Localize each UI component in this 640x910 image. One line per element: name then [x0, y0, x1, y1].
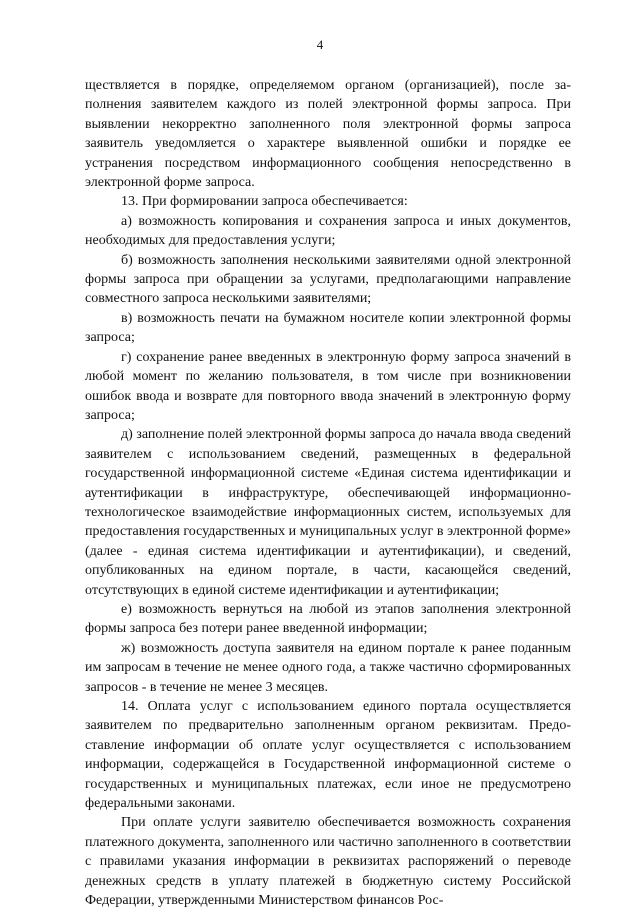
document-body	[85, 76, 571, 910]
paragraph-sub-a: а) возможность копирования и сохранения запроса и иных документов, необходимых для предоставления услуги;	[85, 213, 571, 249]
paragraph-continuation: ществляется в порядке, определяемом органом (организацией), после заполнения заявителем каждого из полей электронной формы запроса. При выявлении некорректно заполненного поля электронной формы запроса заявитель уведомляется о характере выявленной ошибки и порядке ее устранения посредством информационного сообщения непосредственно в электронной форме запроса.	[85, 78, 571, 191]
paragraph-sub-zh: ж) возможность доступа заявителя на едином портале к ранее поданным им запросам в течение не менее одного года, а также частично сформированных запросов - в течение не менее 3 месяцев.	[85, 640, 571, 695]
paragraph-item-14: 14. Оплата услуг с использованием единого портала осуществляется заявителем по предварительно заполненным органом реквизитам. Предоставление информации об оплате услуг осуществляется с использованием информации, содержащейся в Государственной информационной системе о государственных и муниципальных платежах, если иное не предусмотрено федеральными законами.	[85, 699, 571, 812]
paragraph-sub-g: г) сохранение ранее введенных в электронную форму запроса значений в любой момент по желанию пользователя, в том числе при возникновении ошибок ввода и возврате для повторного ввода значений в электронную форму запроса;	[85, 349, 571, 423]
paragraph-sub-e: е) возможность вернуться на любой из этапов заполнения электронной формы запроса без потери ранее введенной информации;	[85, 601, 571, 637]
paragraph-sub-d: д) заполнение полей электронной формы запроса до начала ввода сведений заявителем с использованием сведений, размещенных в федеральной государственной информационной системе «Единая система идентификации и аутентификации в инфраструктуре, обеспечивающей информационно-технологическое взаимодействие информационных систем, используемых для предоставления государственных и муниципальных услуг в электронной форме» (далее - единая система идентификации и аутентификации), и сведений, опубликованных на едином портале, в части, касающейся сведений, отсутствующих в единой системе идентификации и аутентификации;	[85, 427, 571, 598]
paragraph-sub-b: б) возможность заполнения несколькими заявителями одной электронной формы запроса при обращении за услугами, предполагающими направление совместного запроса несколькими заявителями;	[85, 252, 571, 307]
paragraph-item-13: 13. При формировании запроса обеспечивается:	[121, 194, 408, 210]
paragraph-sub-v: в) возможность печати на бумажном носителе копии электронной формы запроса;	[85, 310, 571, 346]
paragraph-payment: При оплате услуги заявителю обеспечивается возможность сохранения платежного документа, заполненного или частично заполненного в соответствии с правилами указания информации в реквизитах распоряжений о переводе денежных средств в уплату платежей в бюджетную систему Российской Федерации, утвержденными Министерством финансов Рос-	[85, 815, 571, 909]
page-number: 4	[316, 37, 324, 52]
